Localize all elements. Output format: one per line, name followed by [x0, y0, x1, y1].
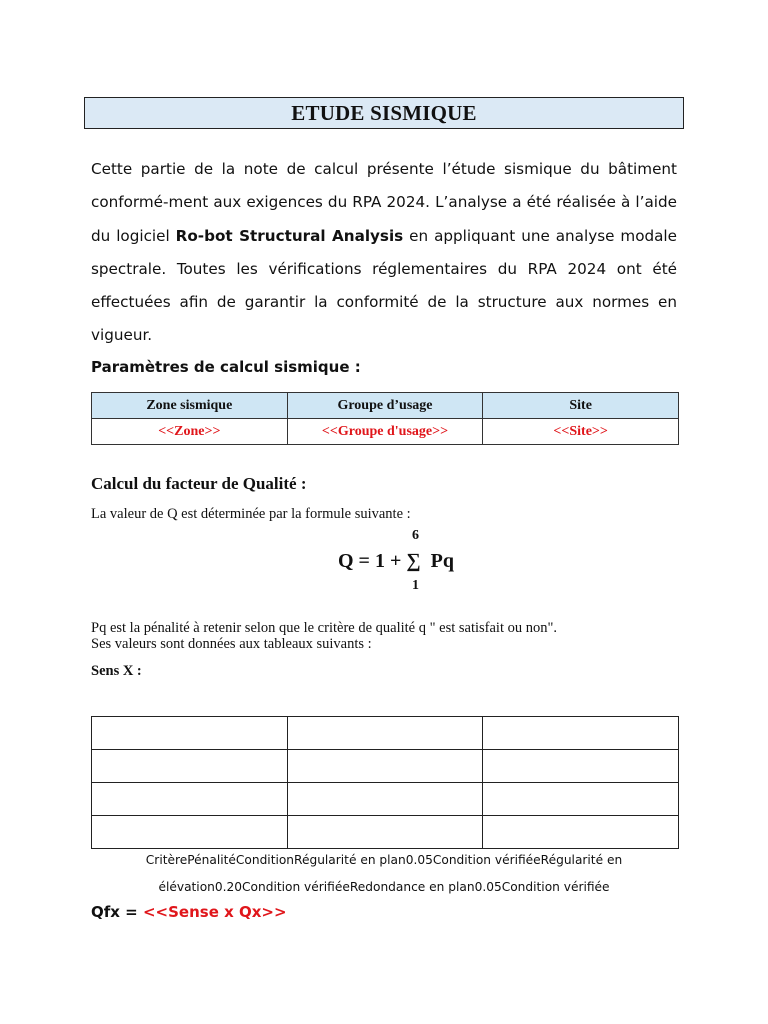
software-name: Ro-bot Structural Analysis — [175, 226, 404, 245]
page-title: ETUDE SISMIQUE — [291, 100, 477, 125]
quality-formula — [330, 528, 470, 598]
intro-text-part1: Cette partie de la note de calcul présente l’étude sismique du bâtiment conformé-ment aux exigences du RPA 2024. L’analyse a été réalisée à l’aide du logiciel — [91, 160, 677, 245]
quality-heading: Calcul du facteur de Qualité : — [91, 474, 307, 493]
table-cell — [92, 717, 288, 750]
title-box — [84, 97, 684, 129]
pq-explanation: Pq est la pénalité à retenir selon que le critère de qualité q " est satisfait ou non". — [91, 620, 558, 636]
formula-expression: Q = 1 + ∑ Pq — [338, 550, 454, 572]
table-row — [92, 750, 679, 783]
value-zone: <<Zone>> — [92, 419, 288, 445]
params-header-row — [92, 393, 679, 419]
table-cell — [287, 717, 483, 750]
sum-upper-bound: 6 — [412, 528, 419, 543]
table-cell — [483, 816, 679, 849]
params-table — [91, 392, 679, 445]
table-cell — [92, 783, 288, 816]
table-cell — [287, 816, 483, 849]
qfx-line — [91, 903, 287, 921]
params-heading: Paramètres de calcul sismique : — [91, 358, 361, 376]
flattened-table-text: CritèrePénalitéConditionRégularité en plan0.05Condition vérifiéeRégularité en élévation0.20Condition vérifiéeRedondance en plan0.05Condition vérifiée — [145, 853, 623, 894]
table-row — [92, 783, 679, 816]
sum-lower-bound: 1 — [412, 578, 419, 593]
sens-x-heading: Sens X : — [91, 663, 142, 679]
header-groupe: Groupe d’usage — [287, 393, 483, 419]
table-cell — [287, 783, 483, 816]
qfx-label: Qfx = — [91, 903, 143, 921]
header-site: Site — [483, 393, 679, 419]
table-cell — [92, 816, 288, 849]
intro-paragraph — [91, 153, 677, 353]
table-cell — [483, 783, 679, 816]
header-zone: Zone sismique — [92, 393, 288, 419]
table-row — [92, 816, 679, 849]
table-cell — [92, 750, 288, 783]
params-value-row — [92, 419, 679, 445]
quality-intro: La valeur de Q est déterminée par la formule suivante : — [91, 506, 411, 522]
quality-table-empty — [91, 716, 679, 849]
table-cell — [483, 750, 679, 783]
table-cell — [287, 750, 483, 783]
pq-tables-intro: Ses valeurs sont données aux tableaux suivants : — [91, 636, 372, 652]
value-groupe: <<Groupe d'usage>> — [287, 419, 483, 445]
intro-text-part2: en appliquant une analyse modale spectrale. Toutes les vérifications réglementaires du RPA 2024 ont été effectuées afin de garantir la conformité de la structure aux normes en vigueur. — [91, 226, 677, 345]
value-site: <<Site>> — [483, 419, 679, 445]
table-cell — [483, 717, 679, 750]
qfx-placeholder: <<Sense x Qx>> — [142, 903, 287, 921]
table-row — [92, 717, 679, 750]
